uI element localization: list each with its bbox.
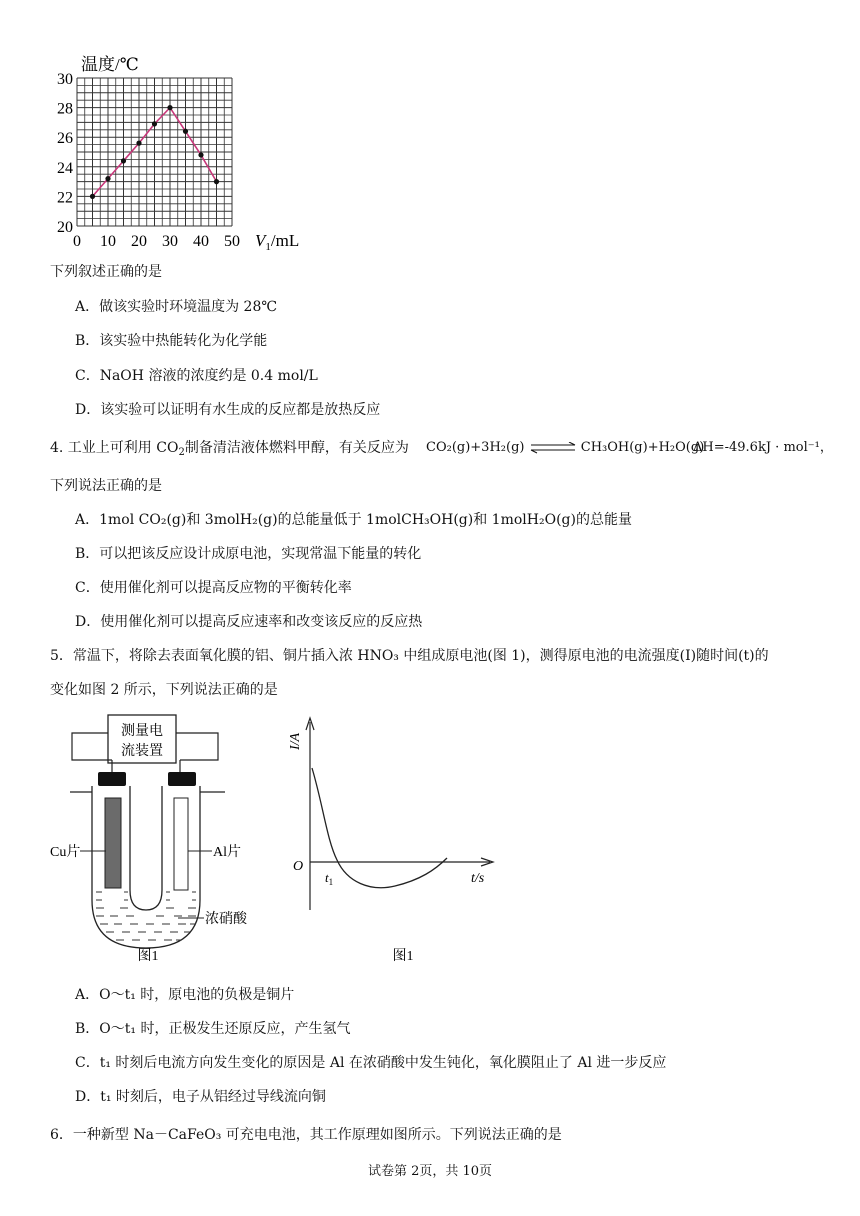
q4-stem2: 下列说法正确的是 (50, 478, 162, 494)
chart-ylabel: 温度/℃ (81, 55, 139, 74)
q4-stem: 4. 工业上可利用 $CO_2$制备清洁液体燃料甲醇，有关反应为 (50, 440, 409, 458)
q5-stem-line1: 5．常温下，将除去表面氧化膜的铝、铜片插入浓 HNO₃ 中组成原电池(图 1)，测得原电池的电流强度(I)随时间(t)的 (50, 648, 769, 664)
y-tick-label: 22 (57, 189, 73, 207)
temperature-chart (40, 50, 350, 255)
galvanic-cell-figure (50, 710, 280, 965)
q4-eq-left: CO₂(g)+3H₂(g) (426, 440, 525, 455)
data-point (152, 121, 157, 126)
q4-option-d[interactable]: D．使用催化剂可以提高反应速率和改变该反应的反应热 (75, 614, 423, 630)
q4-stem-mid: 制备清洁液体燃料甲醇，有关反应为 (184, 440, 409, 456)
q4-option-c[interactable]: C．使用催化剂可以提高反应物的平衡转化率 (75, 580, 352, 596)
y-tick-label: 28 (57, 100, 73, 118)
x-tick-label: 40 (193, 233, 209, 250)
data-point (105, 176, 110, 181)
q3-option-b[interactable]: B．该实验中热能转化为化学能 (75, 333, 268, 349)
measurement-device-label: 测量电 (121, 724, 163, 739)
q6-stem: 6．一种新型 Na－CaFeO₃ 可充电电池，其工作原理如图所示。下列说法正确的是 (50, 1127, 562, 1143)
q5-option-c[interactable]: C．t₁ 时刻后电流方向发生变化的原因是 Al 在浓硝酸中发生钝化，氧化膜阻止了 Al 进一步反应 (75, 1055, 667, 1071)
figure1-caption: 图1 (137, 949, 159, 964)
x-tick-label: 10 (100, 233, 116, 250)
x-tick-label: 20 (131, 233, 147, 250)
current-time-graph (285, 710, 510, 965)
current-curve (312, 768, 447, 888)
equilibrium-arrow-icon (529, 442, 577, 454)
y-tick-label: 26 (57, 130, 73, 148)
q4-equation (426, 438, 704, 458)
measurement-device-label-2: 流装置 (121, 744, 163, 759)
cu-label: Cu片 (50, 845, 81, 860)
q3-option-a[interactable]: A．做该实验时环境温度为 28℃ (75, 299, 278, 315)
q5-option-b[interactable]: B．O～t₁ 时，正极发生还原反应，产生氢气 (75, 1021, 351, 1037)
q3-option-c[interactable]: C．NaOH 溶液的浓度约是 0.4 mol/L (75, 368, 318, 384)
q4-delta-h: ΔH=-49.6kJ · mol⁻¹， (693, 440, 833, 455)
graph-ylabel: I/A (288, 732, 303, 750)
q5-option-d[interactable]: D．t₁ 时刻后，电子从铝经过导线流向铜 (75, 1089, 326, 1105)
data-point (90, 194, 95, 199)
acid-label: 浓硝酸 (205, 912, 247, 927)
graph-t1-label: $t_1$ (325, 870, 334, 887)
q5-stem-line2: 变化如图 2 所示，下列说法正确的是 (50, 682, 278, 698)
y-tick-label: 20 (57, 219, 73, 236)
x-tick-label: 30 (162, 233, 178, 250)
q4-stem-pre: 4. 工业上可利用 CO (50, 440, 179, 456)
graph-origin: O (293, 859, 304, 874)
y-tick-label: 24 (57, 159, 73, 177)
q5-option-a[interactable]: A．O～t₁ 时，原电池的负极是铜片 (75, 987, 295, 1003)
x-tick-label: 50 (224, 233, 240, 250)
q3-option-d[interactable]: D．该实验可以证明有水生成的反应都是放热反应 (75, 402, 381, 418)
q4-option-b[interactable]: B．可以把该反应设计成原电池，实现常温下能量的转化 (75, 546, 422, 562)
data-point (136, 141, 141, 146)
copper-electrode (105, 798, 121, 888)
x-tick-label: 0 (73, 233, 81, 250)
chart-grid (77, 78, 232, 226)
figure2-caption: 图1 (392, 949, 414, 964)
al-label: Al片 (213, 845, 241, 860)
data-point (121, 158, 126, 163)
graph-xlabel: t/s (471, 871, 485, 886)
q3-stem: 下列叙述正确的是 (50, 264, 162, 280)
chart-xlabel: $V_1/mL$ (255, 231, 300, 253)
data-point (167, 105, 172, 110)
data-point (183, 129, 188, 134)
q4-option-a[interactable]: A．1mol CO₂(g)和 3molH₂(g)的总能量低于 1molCH₃OH(g)和 1molH₂O(g)的总能量 (75, 512, 632, 528)
q4-eq-right: CH₃OH(g)+H₂O(g) (580, 440, 705, 455)
data-point (198, 152, 203, 157)
y-tick-label: 30 (57, 71, 73, 88)
page-footer: 试卷第 2页，共 10页 (367, 1164, 493, 1179)
data-point (214, 179, 219, 184)
aluminum-electrode (174, 798, 188, 890)
